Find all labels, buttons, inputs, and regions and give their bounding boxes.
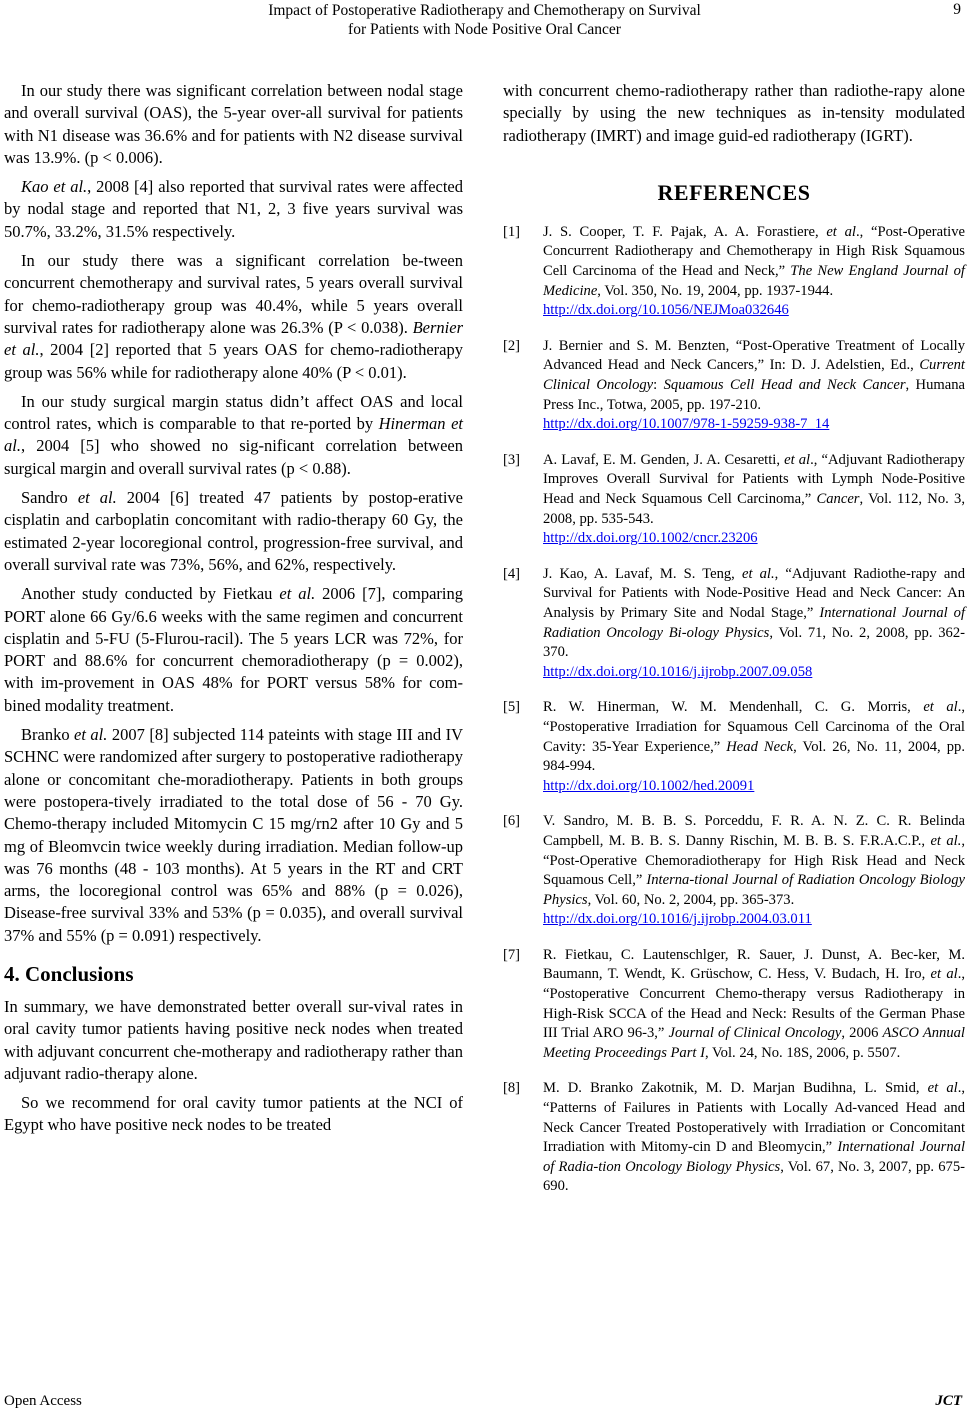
section-title-conclusions: 4. Conclusions <box>4 961 134 986</box>
reference-doi-link[interactable]: http://dx.doi.org/10.1056/NEJMoa032646 <box>543 302 789 319</box>
author-bernier: Bernier et al. <box>4 317 463 360</box>
paragraph-recommendation: So we recommend for oral cavity tumor patients at the NCI of Egypt who have positive neck nodes to be treated <box>4 1093 463 1135</box>
paragraph-kao: Kao et al., 2008 [4] also reported that survival rates were affected by nodal stage and reported that N1, 2, 3 five years survival was 50.7%, 33.2%, 31.5% respectively. <box>4 177 463 241</box>
footer-open-access: Open Access <box>4 1393 82 1409</box>
reference-item <box>503 223 965 321</box>
reference-text: J. Bernier and S. M. Benzten, “Post-Operative Treatment of Locally Advanced Head and Neck Cancers,” In: D. J. Adelstien, Ed., Current Clinical Oncology: Squamous Cell Head and Neck Cancer, Humana Press Inc., Totwa, 2005, pp. 197-210. <box>543 337 965 413</box>
reference-text: V. Sandro, M. B. B. S. Porceddu, F. R. A. N. Z. C. R. Belinda Campbell, M. B. B. S. Danny Rischin, M. B. B. S. F.R.A.C.P., et al., “Post-Operative Chemoradiotherapy for High Risk Head and Neck Squamous Cell,” Interna-tional Journal of Radiation Oncology Biology Physics, Vol. 60, No. 2, 2004, pp. 365-373. <box>543 813 966 908</box>
author-kao: Kao et al. <box>21 177 88 197</box>
paragraph-continuation: with concurrent chemo-radiotherapy rather than radiothe-rapy alone specially by using the new techniques as in-tensity modulated radiotherapy (IMRT) and image guid-ed radiotherapy (IGRT). <box>503 81 965 145</box>
author-hinerman: Hinerman et al. <box>4 414 463 456</box>
reference-text: J. Kao, A. Lavaf, M. S. Teng, et al., “Adjuvant Radiothe-rapy and Survival for Patients with Node-Positive Head and Neck Cancer: An Analysis by Primary Site and Nodal Stage,” International Journal of Radiation Oncology Bi-ology Physics, Vol. 71, No. 2, 2008, pp. 362-370. <box>543 565 965 661</box>
paragraph-sandro: Sandro et al. 2004 [6] treated 47 patients by postop-erative cisplatin and carboplatin concomitant with radio-therapy 60 Gy, the estimated 2-year locoregional control, progression-free survival, and overall survival rate was 73%, 56%, and 62%, respectively. <box>4 488 464 574</box>
reference-item <box>503 451 965 549</box>
left-column <box>4 80 463 1144</box>
paragraph-fietkau: Another study conducted by Fietkau et al. 2006 [7], comparing PORT alone 66 Gy/6.6 weeks with the same regimen and concurrent cisplatin and 5-FU (5-Flurou-racil). The 5 years LCR was 72%, for PORT and 88.6% for concurrent chemoradiotherapy (p = 0.002), with im-provement in OAS 48% for PORT versus 58% for com-bined modality treatment. <box>4 584 463 715</box>
reference-text: R. Fietkau, C. Lautenschlger, R. Sauer, J. Dunst, A. Bec-ker, M. Baumann, T. Wendt, K. Grüschow, C. Hess, V. Budach, H. Iro, et al., “Postoperative Concurrent Chemo-therapy versus Radiotherapy in High-Risk SCCA of the Head and Neck: Results of the German Phase III Trial ARO 96-3,” Journal of Clinical Oncology, 2006 ASCO Annual Meeting Proceedings Part I, Vol. 24, No. 18S, 2006, p. 5507. <box>543 946 965 1061</box>
right-column <box>503 80 965 1213</box>
reference-number: [6] <box>503 813 521 830</box>
reference-list <box>503 223 965 1197</box>
reference-item <box>503 946 965 1064</box>
paragraph-concurrent-chemo: In our study there was a significant correlation be-tween concurrent chemotherapy and survival rates, 5 years overall survival for chemo-radiotherapy group was 40.4%, while 5 years overall survival rates for radiotherapy alone was 26.3% (P < 0.038). Bernier et al., 2004 [2] reported that 5 years OAS for chemo-radiotherapy group was 56% while for radiotherapy alone 40% (P < 0.01). <box>4 251 463 382</box>
reference-number: [1] <box>503 223 521 240</box>
references-heading: REFERENCES <box>657 179 811 205</box>
reference-text: J. S. Cooper, T. F. Pajak, A. A. Forastiere, et al., “Post-Operative Concurrent Radiotherapy and Chemotherapy in High Risk Squamous Cell Carcinoma of the Head and Neck,” The New England Journal of Medicine, Vol. 350, No. 19, 2004, pp. 1937-1944. <box>543 223 965 299</box>
reference-doi-link[interactable]: http://dx.doi.org/10.1016/j.ijrobp.2007.09.058 <box>543 663 813 680</box>
page-number: 9 <box>953 1 961 18</box>
header-title-line2: for Patients with Node Positive Oral Cancer <box>348 21 621 38</box>
reference-doi-link[interactable]: http://dx.doi.org/10.1007/978-1-59259-938-7_14 <box>543 416 830 433</box>
paragraph-summary: In summary, we have demonstrated better overall sur-vival rates in oral cavity tumor patients having positive neck nodes when treated with adjuvant concurrent che-motherapy and radiotherapy rather than adjuvant radio-therapy alone. <box>4 996 463 1083</box>
reference-number: [2] <box>503 337 521 354</box>
footer-journal-abbrev: JCT <box>935 1393 962 1409</box>
reference-item <box>503 565 965 683</box>
reference-number: [3] <box>503 451 521 468</box>
reference-text: R. W. Hinerman, W. M. Mendenhall, C. G. Morris, et al., “Postoperative Irradiation for Squamous Cell Carcinoma of the Oral Cavity: 35-Year Experience,” Head Neck, Vol. 26, No. 11, 2004, pp. 984-994. <box>543 699 965 775</box>
header-title-line1: Impact of Postoperative Radiotherapy and Chemotherapy on Survival <box>268 2 701 19</box>
paragraph-nodal-stage: In our study there was significant correlation between nodal stage and overall survival (OAS), the 5-year over-all survival for patients with N1 disease was 36.6% and for patients with N2 disease survival was 13.9%. (p < 0.006). <box>4 81 463 167</box>
reference-number: [5] <box>503 699 521 716</box>
reference-item <box>503 812 965 930</box>
paragraph-branko: Branko et al. 2007 [8] subjected 114 pateints with stage III and IV SCHNC were randomized after surgery to postoperative radiotherapy alone or concomitant che-moradiotherapy. Patients in both groups were postopera-tively irradiated to the total dose of 56 - 70 Gy. Chemo-therapy included Mitomycin C 15 mg/rn2 after 10 Gy and 5 mg of Bleomvcin twice weekly during irradiation. Median follow-up was 76 months (48 - 103 months). At 5 years in the RT and CRT arms, the locoregional control was 65% and 88% (p = 0.026), Disease-free survival 33% and 53% (p = 0.035), and overall survival 37% and 55% (p = 0.091) respectively. <box>4 725 464 945</box>
reference-item <box>503 698 965 796</box>
reference-text: M. D. Branko Zakotnik, M. D. Marjan Budihna, L. Smid, et al., “Patterns of Failures in Patients with Locally Ad-vanced Head and Neck Cancer Treated Postoperatively with Irradiation or Concomitant Irradiation with Mitomy-cin D and Bleomycin,” International Journal of Radia-tion Oncology Biology Physics, Vol. 67, No. 3, 2007, pp. 675-690. <box>543 1080 965 1195</box>
running-header <box>0 0 969 40</box>
reference-item <box>503 337 965 435</box>
paragraph-surgical-margin: In our study surgical margin status didn’t affect OAS and local control rates, which is comparable to that re-ported by Hinerman et al., 2004 [5] who showed no sig-nificant correlation between surgical margin and overall survival rates (p < 0.88). <box>4 391 463 478</box>
reference-number: [7] <box>503 946 521 963</box>
reference-number: [4] <box>503 565 521 582</box>
reference-doi-link[interactable]: http://dx.doi.org/10.1016/j.ijrobp.2004.03.011 <box>543 911 812 928</box>
reference-doi-link[interactable]: http://dx.doi.org/10.1002/cncr.23206 <box>543 530 758 547</box>
reference-item <box>503 1079 965 1197</box>
reference-number: [8] <box>503 1080 521 1097</box>
reference-doi-link[interactable]: http://dx.doi.org/10.1002/hed.20091 <box>543 777 755 794</box>
reference-text: A. Lavaf, E. M. Genden, J. A. Cesaretti, et al., “Adjuvant Radiotherapy Improves Overall Survival for Patients with Lymph Node-Positive Head and Neck Squamous Cell Carcinoma,” Cancer, Vol. 112, No. 3, 2008, pp. 535-543. <box>543 451 966 527</box>
